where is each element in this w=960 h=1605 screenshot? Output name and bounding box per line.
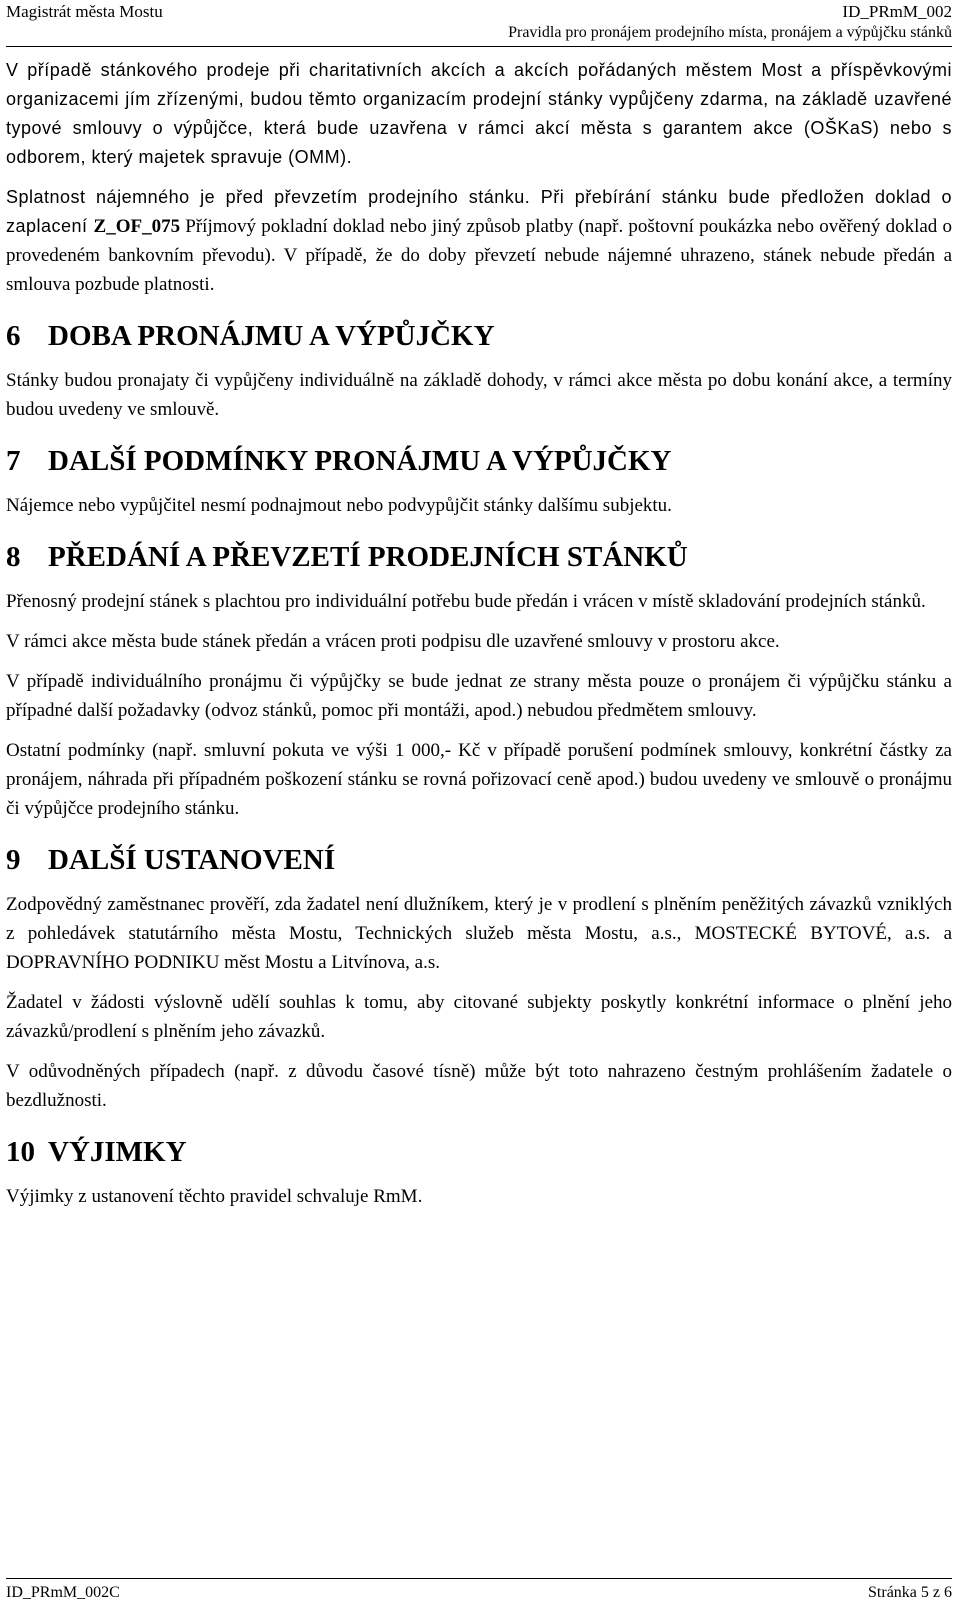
page-footer xyxy=(6,1578,952,1605)
section-9-title: DALŠÍ USTANOVENÍ xyxy=(48,844,336,876)
section-8-title: PŘEDÁNÍ A PŘEVZETÍ PRODEJNÍCH STÁNKŮ xyxy=(48,541,688,573)
paragraph-rent-payment xyxy=(6,183,952,299)
section-7-heading xyxy=(6,442,952,480)
section-10-number: 10 xyxy=(6,1136,35,1168)
payment-form-code: Z_OF_075 xyxy=(93,216,181,237)
section-7-number: 7 xyxy=(6,445,21,477)
section-8-paragraph-3: V případě individuálního pronájmu či výpůjčky se bude jednat ze strany města pouze o pronájem či výpůjčku stánku a případné další požadavky (odvoz stánků, pomoc při montáži, apod.) nebudou předmětem smlouvy. xyxy=(6,671,952,721)
section-7-paragraph-1: Nájemce nebo vypůjčitel nesmí podnajmout nebo podvypůjčit stánky dalšímu subjektu. xyxy=(6,495,672,516)
header-document-id: ID_PRmM_002 xyxy=(842,2,952,21)
page-header xyxy=(6,0,952,47)
section-6-number: 6 xyxy=(6,320,21,352)
section-8-paragraph-4: Ostatní podmínky (např. smluvní pokuta ve výši 1 000,- Kč v případě porušení podmínek smlouvy, konkrétní částky za pronájem, náhrada při případném poškození stánku se rovná pořizovací ceně apod.) budou uvedeny ve smlouvě o pronájmu či výpůjčce prodejního stánku. xyxy=(6,740,952,819)
payment-tail-text: Příjmový pokladní doklad nebo jiný způsob platby (např. poštovní poukázka nebo ověřený doklad o provedeném bankovním převodu). V případě, že do doby převzetí nebude nájemné uhrazeno, stánek nebude předán a smlouva pozbude platnosti. xyxy=(6,216,953,295)
header-organization: Magistrát města Mostu xyxy=(6,2,163,21)
payment-lead-text: Splatnost nájemného je před převzetím prodejního stánku. Při přebírání stánku bude předložen doklad o zaplacení xyxy=(6,187,952,236)
document-body xyxy=(6,56,952,1222)
section-9-number: 9 xyxy=(6,844,21,876)
section-9-paragraph-2: Žadatel v žádosti výslovně udělí souhlas k tomu, aby citované subjekty poskytly konkrétní informace o plnění jeho závazků/prodlení s plněním jeho závazků. xyxy=(6,992,952,1042)
section-8-number: 8 xyxy=(6,541,21,573)
section-10-heading xyxy=(6,1133,952,1171)
section-6-paragraph-1: Stánky budou pronajaty či vypůjčeny individuálně na základě dohody, v rámci akce města po dobu konání akce, a termíny budou uvedeny ve smlouvě. xyxy=(6,370,952,420)
section-9-paragraph-1: Zodpovědný zaměstnanec prověří, zda žadatel není dlužníkem, který je v prodlení s plněním peněžitých závazků vzniklých z pohledávek statutárního města Mostu, Technických služeb města Mostu, a.s., MOSTECKÉ BYTOVÉ, a.s. a DOPRAVNÍHO PODNIKU měst Mostu a Litvínova, a.s. xyxy=(6,894,952,973)
section-6-title: DOBA PRONÁJMU A VÝPŮJČKY xyxy=(48,320,495,352)
section-10-paragraph-1: Výjimky z ustanovení těchto pravidel schvaluje RmM. xyxy=(6,1186,423,1207)
section-8-paragraph-2: V rámci akce města bude stánek předán a vrácen proti podpisu dle uzavřené smlouvy v prostoru akce. xyxy=(6,631,780,652)
paragraph-charity-stalls: V případě stánkového prodeje při charitativních akcích a akcích pořádaných městem Most a příspěvkovými organizacemi jím zřízenými, budou těmto organizacím prodejní stánky vypůjčeny zdarma, na základě uzavřené typové smlouvy o výpůjčce, která bude uzavřena v rámci akcí města s garantem akce (OŠKaS) nebo s odborem, který majetek spravuje (OMM). xyxy=(6,60,952,167)
section-8-paragraph-1: Přenosný prodejní stánek s plachtou pro individuální potřebu bude předán i vrácen v místě skladování prodejních stánků. xyxy=(6,591,926,612)
section-6-heading xyxy=(6,317,952,355)
section-10-title: VÝJIMKY xyxy=(48,1136,187,1168)
section-7-title: DALŠÍ PODMÍNKY PRONÁJMU A VÝPŮJČKY xyxy=(48,445,672,477)
section-9-paragraph-3: V odůvodněných případech (např. z důvodu časové tísně) může být toto nahrazeno čestným prohlášením žadatele o bezdlužnosti. xyxy=(6,1061,952,1111)
footer-page-number: Stránka 5 z 6 xyxy=(868,1584,952,1601)
section-8-heading xyxy=(6,538,952,576)
section-9-heading xyxy=(6,841,952,879)
header-document-title: Pravidla pro pronájem prodejního místa, pronájem a výpůjčku stánků xyxy=(508,24,952,41)
footer-document-id: ID_PRmM_002C xyxy=(6,1584,120,1601)
